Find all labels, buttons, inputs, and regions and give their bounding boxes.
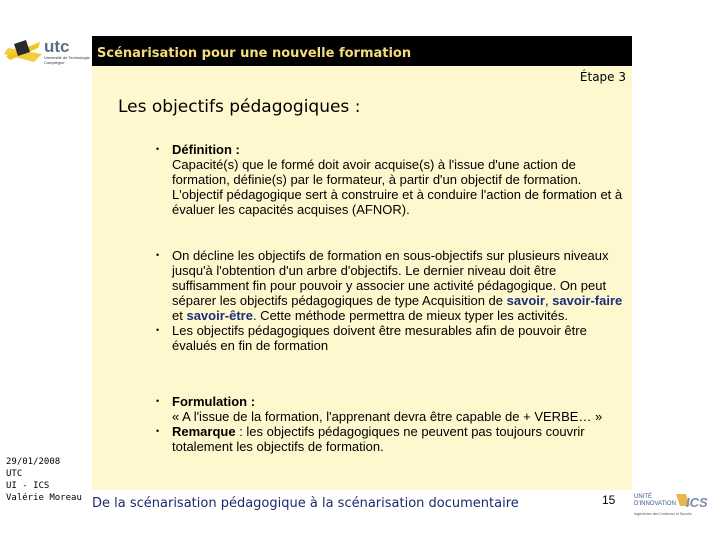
unit-line1: UNITÉ (634, 494, 652, 500)
bullet-icon: • (156, 396, 160, 406)
keyword-savoir: savoir (506, 293, 545, 308)
bullet-icon: • (156, 250, 160, 260)
slide-heading: Les objectifs pédagogiques : (118, 97, 361, 117)
footer-title: De la scénarisation pédagogique à la scénarisation documentaire (92, 496, 519, 511)
formulation-label: Formulation : (172, 394, 256, 409)
author-name: Valérie Moreau (6, 493, 82, 503)
and-word: et (172, 308, 183, 323)
definition-block (154, 142, 624, 217)
list-item: • On décline les objectifs de formation en sous-objectifs sur plusieurs niveaux jusqu'à l'obtention d'un arbre d'objectifs. Le dernier niveau doit être suffisamment fin pour pouvoir y associer une activité pédagogique. On peut séparer les objectifs pédagogiques de type Acquisition de savoir, savoir-faire et savoir-être. Cette méthode permettra de mieux typer les activités. (156, 248, 623, 323)
keyword-savoir-faire: savoir-faire (552, 293, 623, 308)
author-info (6, 456, 82, 504)
list-item (154, 142, 624, 217)
remarque-label: Remarque (172, 424, 236, 439)
org-label: UTC (6, 469, 23, 479)
utc-logo (4, 36, 90, 66)
bullet-icon: • (156, 144, 160, 154)
date-label: 29/01/2008 (6, 457, 61, 467)
ics-mark: ICS (686, 495, 708, 510)
list-item (154, 424, 624, 454)
utc-logo-subtitle: Université de Technologie Compiègne (44, 55, 90, 65)
definition-text: Capacité(s) que le formé doit avoir acquise(s) à l'issue d'une action de formation, définie(s) par le formateur, à partir d'un objectif de formation. L'objectif pédagogique sert à construire et à conduire l'action de formation et à évaluer les capacités acquises (AFNOR). (172, 157, 623, 217)
unite-innovation-logo (632, 490, 716, 518)
formulation-text: « A l'issue de la formation, l'apprenant devra être capable de + VERBE… » (172, 409, 603, 424)
decline-text-end: . Cette méthode permettra de mieux typer les activités. (252, 308, 568, 323)
formulation-block (154, 394, 624, 454)
step-label: Étape 3 (579, 70, 626, 84)
page-number: 15 (602, 493, 616, 507)
list-item (154, 323, 624, 353)
utc-emblem-icon (4, 36, 44, 66)
measurable-text: Les objectifs pédagogiques doivent être mesurables afin de pouvoir être évalués en fin de formation (172, 323, 587, 353)
objectives-block (154, 248, 624, 353)
unit-line2: D'INNOVATION (634, 501, 676, 507)
definition-label: Définition : (172, 142, 240, 157)
bullet-icon: • (156, 325, 160, 335)
unit-caption: Ingénieries des Contenus et Savoirs (634, 512, 692, 516)
utc-logo-name: utc (44, 37, 70, 56)
bullet-icon: • (156, 426, 160, 436)
keyword-savoir-etre: savoir-être (186, 308, 253, 323)
list-item (154, 394, 624, 424)
decline-text: On décline les objectifs de formation en sous-objectifs sur plusieurs niveaux jusqu'à l'obtention d'un arbre d'objectifs. Le dernier niveau doit être suffisamment fin pour pouvoir y associer une activité pédagogique. On peut séparer les objectifs pédagogiques de type Acquisition de (172, 248, 609, 308)
remarque-text: : les objectifs pédagogiques ne peuvent pas toujours couvrir totalement les objectifs de formation. (172, 424, 585, 454)
dept-label: UI - ICS (6, 481, 50, 491)
slide-section-title: Scénarisation pour une nouvelle formation (97, 46, 412, 61)
